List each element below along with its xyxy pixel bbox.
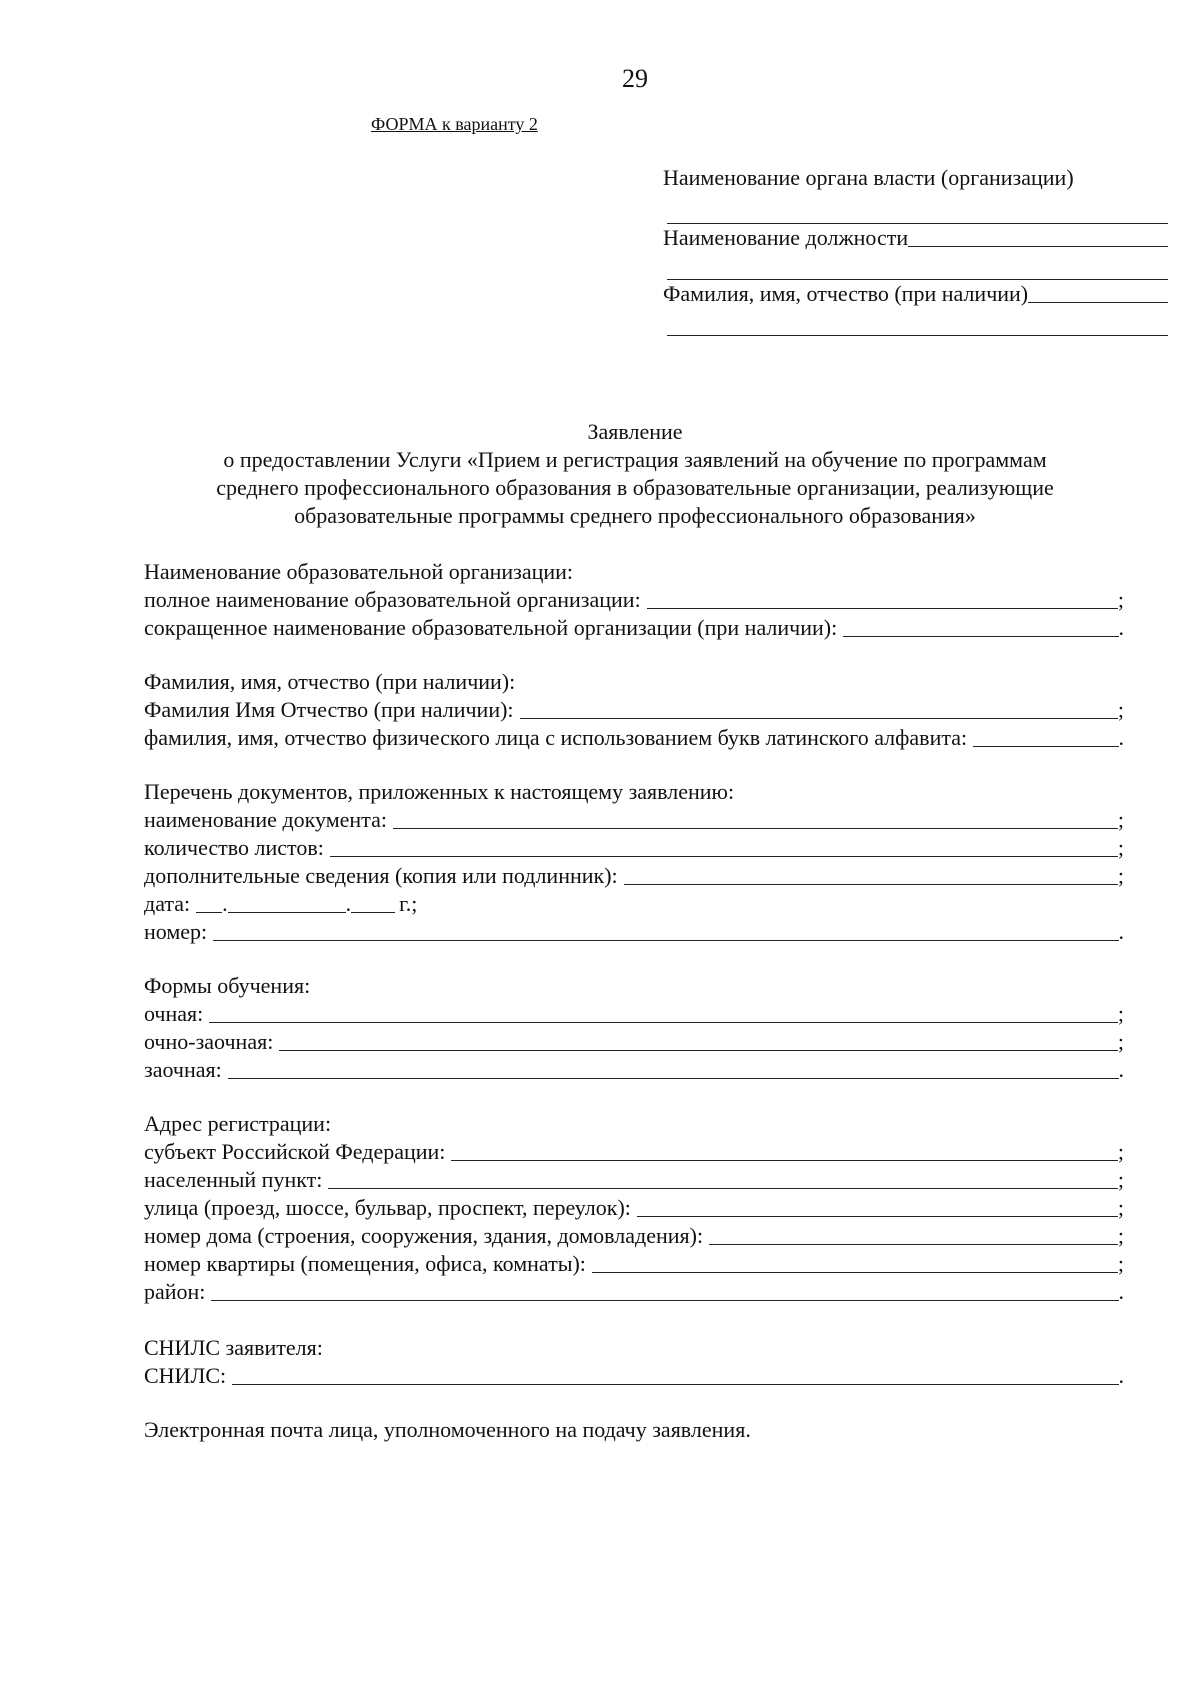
study-full-time-row	[144, 1000, 1124, 1028]
address-region-row	[144, 1138, 1124, 1166]
address-heading: Адрес регистрации:	[144, 1111, 332, 1136]
snils-section	[144, 1334, 1124, 1390]
fio-label: Фамилия Имя Отчество (при наличии):	[144, 697, 514, 722]
doc-sheets-row	[144, 834, 1124, 862]
fio-latin-row	[144, 724, 1124, 752]
doc-date-day-field[interactable]	[196, 892, 222, 913]
title-line-3: среднего профессионального образования в образовательные организации, реализующие	[216, 475, 1054, 500]
address-street-field[interactable]	[637, 1196, 1118, 1217]
snils-field[interactable]	[232, 1364, 1118, 1385]
org-full-row	[144, 586, 1124, 614]
doc-date-row	[144, 890, 1124, 918]
org-heading: Наименование образовательной организации:	[144, 559, 574, 584]
title-line-4: образовательные программы среднего профессионального образования»	[294, 503, 976, 528]
fio-latin-field[interactable]	[973, 726, 1118, 747]
punct: ;	[1117, 807, 1124, 832]
email-section	[144, 1416, 1124, 1444]
title-line-2: о предоставлении Услуги «Прием и регистрация заявлений на обучение по программам	[223, 447, 1047, 472]
page-number: 29	[622, 64, 648, 93]
snils-row	[144, 1362, 1124, 1390]
addressee-fio-label: Фамилия, имя, отчество (при наличии)	[663, 281, 1029, 306]
address-apartment-label: номер квартиры (помещения, офиса, комнаты):	[144, 1251, 586, 1276]
fio-section	[144, 668, 1124, 752]
punct: ;	[1117, 863, 1124, 888]
doc-date-year-suffix: г.;	[399, 891, 418, 916]
addressee-fio-line	[663, 280, 1168, 308]
org-full-label: полное наименование образовательной организации:	[144, 587, 641, 612]
punct: ;	[1117, 1001, 1124, 1026]
study-distance-row	[144, 1056, 1124, 1084]
study-full-time-field[interactable]	[209, 1002, 1118, 1023]
fio-row	[144, 696, 1124, 724]
doc-date-month-field[interactable]	[228, 892, 346, 913]
address-district-label: район:	[144, 1279, 206, 1304]
doc-number-row	[144, 918, 1124, 946]
punct: .	[1118, 1363, 1124, 1388]
address-locality-field[interactable]	[328, 1168, 1118, 1189]
punct: ;	[1117, 835, 1124, 860]
addressee-org-label: Наименование органа власти (организации)	[663, 165, 1074, 190]
punct: .	[1118, 615, 1124, 640]
address-district-field[interactable]	[211, 1280, 1118, 1301]
study-part-time-field[interactable]	[279, 1030, 1118, 1051]
doc-extra-row	[144, 862, 1124, 890]
doc-name-field[interactable]	[393, 808, 1118, 829]
fio-heading: Фамилия, имя, отчество (при наличии):	[144, 669, 516, 694]
address-section	[144, 1110, 1124, 1306]
doc-name-row	[144, 806, 1124, 834]
fio-latin-label: фамилия, имя, отчество физического лица с использованием букв латинского алфавита:	[144, 725, 968, 750]
punct: ;	[1117, 1251, 1124, 1276]
doc-extra-label: дополнительные сведения (копия или подлинник):	[144, 863, 618, 888]
study-section	[144, 972, 1124, 1084]
punct: .	[345, 891, 352, 916]
punct: ;	[1117, 1223, 1124, 1248]
addressee-position-line	[663, 224, 1168, 252]
title-line-1: Заявление	[587, 419, 683, 444]
doc-number-field[interactable]	[213, 920, 1118, 941]
address-apartment-row	[144, 1250, 1124, 1278]
address-apartment-field[interactable]	[592, 1252, 1118, 1273]
org-short-row	[144, 614, 1124, 642]
punct: ;	[1117, 1167, 1124, 1192]
docs-heading: Перечень документов, приложенных к настоящему заявлению:	[144, 779, 735, 804]
punct: ;	[1117, 1029, 1124, 1054]
study-distance-label: заочная:	[144, 1057, 222, 1082]
doc-date-label: дата:	[144, 891, 191, 916]
address-street-row	[144, 1194, 1124, 1222]
fio-field[interactable]	[520, 698, 1118, 719]
addressee-fio-field-2[interactable]	[667, 308, 1168, 336]
study-full-time-label: очная:	[144, 1001, 204, 1026]
address-region-label: субъект Российской Федерации:	[144, 1139, 446, 1164]
study-part-time-label: очно-заочная:	[144, 1029, 274, 1054]
punct: ;	[1117, 1139, 1124, 1164]
punct: ;	[1117, 587, 1124, 612]
doc-extra-field[interactable]	[624, 864, 1118, 885]
address-district-row	[144, 1278, 1124, 1306]
org-section	[144, 558, 1124, 642]
addressee-org-field[interactable]	[667, 196, 1168, 224]
punct: ;	[1117, 697, 1124, 722]
punct: .	[1118, 725, 1124, 750]
form-reference: ФОРМА к варианту 2	[371, 114, 538, 134]
doc-sheets-label: количество листов:	[144, 835, 324, 860]
punct: .	[1118, 919, 1124, 944]
doc-number-label: номер:	[144, 919, 208, 944]
punct: .	[1118, 1279, 1124, 1304]
address-region-field[interactable]	[451, 1140, 1117, 1161]
doc-date-year-field[interactable]	[351, 892, 395, 913]
org-short-label: сокращенное наименование образовательной организации (при наличии):	[144, 615, 838, 640]
punct: .	[1118, 1057, 1124, 1082]
study-part-time-row	[144, 1028, 1124, 1056]
doc-sheets-field[interactable]	[330, 836, 1118, 857]
address-house-row	[144, 1222, 1124, 1250]
punct: ;	[1117, 1195, 1124, 1220]
addressee-block	[663, 164, 1168, 336]
addressee-position-field[interactable]	[908, 226, 1168, 247]
doc-name-label: наименование документа:	[144, 807, 387, 832]
addressee-position-label: Наименование должности	[663, 225, 909, 250]
document-title	[140, 418, 1130, 530]
addressee-position-field-2[interactable]	[667, 252, 1168, 280]
docs-section	[144, 778, 1124, 946]
snils-label: СНИЛС:	[144, 1363, 227, 1388]
address-street-label: улица (проезд, шоссе, бульвар, проспект, переулок):	[144, 1195, 631, 1220]
punct: .	[222, 891, 228, 916]
addressee-org-line	[663, 164, 1168, 192]
study-distance-field[interactable]	[228, 1058, 1119, 1079]
snils-heading: СНИЛС заявителя:	[144, 1335, 323, 1360]
address-house-label: номер дома (строения, сооружения, здания, домовладения):	[144, 1223, 704, 1248]
org-full-field[interactable]	[647, 588, 1118, 609]
address-locality-label: населенный пункт:	[144, 1167, 323, 1192]
email-text: Электронная почта лица, уполномоченного на подачу заявления.	[144, 1417, 751, 1442]
org-short-field[interactable]	[843, 616, 1118, 637]
address-locality-row	[144, 1166, 1124, 1194]
study-heading: Формы обучения:	[144, 973, 311, 998]
address-house-field[interactable]	[709, 1224, 1118, 1245]
addressee-fio-field[interactable]	[1028, 282, 1168, 303]
